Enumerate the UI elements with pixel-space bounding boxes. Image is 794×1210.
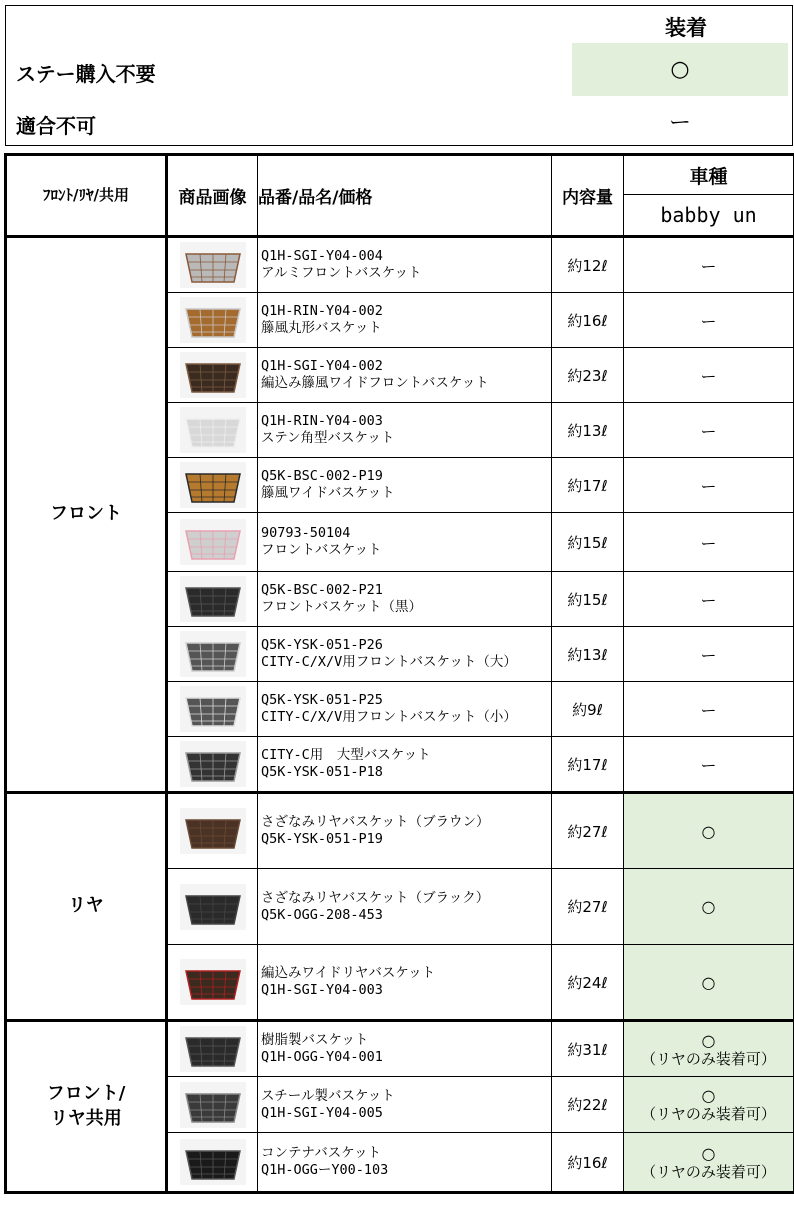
basket-image bbox=[178, 1080, 248, 1130]
fit-cell bbox=[624, 572, 794, 627]
product-line2: Q1H-SGI-Y04-005 bbox=[261, 1104, 383, 1121]
category-cell bbox=[6, 793, 167, 1021]
capacity-cell: 約17ℓ bbox=[552, 737, 624, 793]
product-name-cell bbox=[258, 1021, 552, 1077]
product-image-cell bbox=[167, 572, 258, 627]
product-line2: 籐風丸形バスケット bbox=[261, 320, 382, 336]
capacity-cell: 約13ℓ bbox=[552, 627, 624, 682]
product-name-cell bbox=[258, 1077, 552, 1133]
product-line2: CITY-C/X/V用フロントバスケット（小） bbox=[261, 709, 517, 725]
fit-symbol: ○ bbox=[701, 897, 716, 916]
basket-image bbox=[178, 405, 248, 455]
basket-image bbox=[178, 806, 248, 856]
product-image-cell bbox=[167, 793, 258, 869]
basket-image bbox=[178, 460, 248, 510]
basket-image bbox=[178, 882, 248, 932]
product-image-cell bbox=[167, 403, 258, 458]
basket-image bbox=[178, 240, 248, 290]
product-line2: Q5K-YSK-051-P19 bbox=[261, 831, 383, 847]
category-label: フロント bbox=[50, 503, 122, 525]
product-line1: さざなみリヤバスケット（ブラック） bbox=[261, 889, 490, 906]
product-name-cell bbox=[258, 945, 552, 1021]
capacity-cell: 約27ℓ bbox=[552, 793, 624, 869]
fit-symbol: ー bbox=[700, 366, 717, 386]
product-line2: フロントバスケット bbox=[261, 542, 382, 558]
product-image-cell bbox=[167, 1133, 258, 1193]
product-name-cell bbox=[258, 737, 552, 793]
legend-label-ng: 適合不可 bbox=[16, 114, 96, 138]
fit-cell bbox=[624, 1133, 794, 1193]
basket-image bbox=[178, 350, 248, 400]
capacity-cell: 約12ℓ bbox=[552, 237, 624, 293]
category-cell bbox=[6, 1021, 167, 1193]
product-name-cell bbox=[258, 627, 552, 682]
compatibility-table bbox=[4, 153, 794, 1194]
product-name-cell bbox=[258, 793, 552, 869]
header-vehicle-type: 車種 bbox=[624, 155, 794, 195]
fit-cell bbox=[624, 945, 794, 1021]
product-image-cell bbox=[167, 1021, 258, 1077]
fit-cell bbox=[624, 237, 794, 293]
table-body bbox=[6, 237, 794, 1193]
product-image-cell bbox=[167, 237, 258, 293]
product-name-cell bbox=[258, 869, 552, 945]
product-line2: アルミフロントバスケット bbox=[261, 265, 422, 281]
fit-note: （リヤのみ装着可） bbox=[641, 1105, 776, 1123]
product-line1: Q1H-SGI-Y04-002 bbox=[261, 358, 383, 374]
product-line1: 90793-50104 bbox=[261, 525, 351, 541]
product-line2: 編込み籐風ワイドフロントバスケット bbox=[261, 375, 489, 391]
capacity-cell: 約27ℓ bbox=[552, 869, 624, 945]
fit-cell bbox=[624, 1021, 794, 1077]
product-line1: Q1H-RIN-Y04-003 bbox=[261, 413, 383, 429]
legend-label-ok: ステー購入不要 bbox=[16, 62, 156, 86]
header-product: 品番/品名/価格 bbox=[258, 155, 552, 237]
product-line2: CITY-C/X/V用フロントバスケット（大） bbox=[261, 654, 517, 670]
fit-symbol: ー bbox=[700, 645, 717, 665]
capacity-cell: 約15ℓ bbox=[552, 513, 624, 572]
product-line2: Q5K-YSK-051-P18 bbox=[261, 764, 383, 780]
category-cell bbox=[6, 237, 167, 793]
product-image-cell bbox=[167, 458, 258, 513]
table-row bbox=[6, 237, 794, 293]
basket-image bbox=[178, 957, 248, 1007]
fit-symbol: ○ bbox=[701, 821, 716, 841]
product-name-cell bbox=[258, 293, 552, 348]
product-line2: Q5K-OGG-208-453 bbox=[261, 906, 383, 923]
fit-symbol: ー bbox=[700, 700, 717, 720]
fit-cell bbox=[624, 1077, 794, 1133]
legend-column-header: 装着 bbox=[665, 16, 707, 40]
fit-cell bbox=[624, 682, 794, 737]
basket-image bbox=[178, 684, 248, 734]
fit-symbol: ー bbox=[700, 533, 717, 553]
table-row bbox=[6, 1021, 794, 1077]
product-line2: 籐風ワイドバスケット bbox=[261, 485, 395, 501]
legend-symbol-ok: ○ bbox=[572, 43, 788, 96]
product-line1: Q5K-YSK-051-P26 bbox=[261, 637, 383, 653]
product-line1: 樹脂製バスケット bbox=[261, 1032, 369, 1048]
product-image-cell bbox=[167, 513, 258, 572]
product-line1: Q1H-SGI-Y04-004 bbox=[261, 248, 383, 264]
fit-symbol: ー bbox=[700, 256, 717, 276]
table-row bbox=[6, 793, 794, 869]
category-label-line2: リヤ共用 bbox=[50, 1107, 122, 1129]
product-name-cell bbox=[258, 403, 552, 458]
header-capacity: 内容量 bbox=[552, 155, 624, 237]
product-line1: 編込みワイドリヤバスケット bbox=[261, 965, 436, 981]
product-name-cell bbox=[258, 572, 552, 627]
capacity-cell: 約31ℓ bbox=[552, 1021, 624, 1077]
fit-cell bbox=[624, 513, 794, 572]
product-line1: Q5K-BSC-002-P19 bbox=[261, 468, 383, 484]
product-image-cell bbox=[167, 1077, 258, 1133]
product-line1: CITY-C用 大型バスケット bbox=[261, 747, 431, 763]
fit-note: （リヤのみ装着可） bbox=[641, 1162, 776, 1181]
fit-symbol: ー bbox=[700, 590, 717, 610]
product-line2: Q1H-SGI-Y04-003 bbox=[261, 982, 383, 998]
fit-cell bbox=[624, 458, 794, 513]
product-name-cell bbox=[258, 458, 552, 513]
basket-image bbox=[178, 574, 248, 624]
fit-cell bbox=[624, 293, 794, 348]
product-name-cell bbox=[258, 1133, 552, 1193]
category-label: リヤ bbox=[68, 895, 104, 917]
capacity-cell: 約17ℓ bbox=[552, 458, 624, 513]
product-image-cell bbox=[167, 869, 258, 945]
product-image-cell bbox=[167, 737, 258, 793]
product-line2: フロントバスケット（黒） bbox=[261, 599, 423, 615]
header-category: ﾌﾛﾝﾄ/ﾘﾔ/共用 bbox=[6, 155, 167, 237]
product-line1: Q5K-BSC-002-P21 bbox=[261, 582, 383, 598]
fit-symbol: ○ bbox=[701, 1143, 716, 1163]
fit-cell bbox=[624, 737, 794, 793]
product-name-cell bbox=[258, 237, 552, 293]
legend-symbol-ng: ー bbox=[668, 111, 691, 136]
header-vehicle-name: babby un bbox=[624, 195, 794, 237]
product-name-cell bbox=[258, 348, 552, 403]
product-image-cell bbox=[167, 348, 258, 403]
fit-cell bbox=[624, 348, 794, 403]
product-line2: ステン角型バスケット bbox=[261, 430, 395, 446]
fit-symbol: ー bbox=[700, 311, 717, 331]
product-line1: さざなみリヤバスケット（ブラウン） bbox=[261, 814, 490, 830]
capacity-cell: 約16ℓ bbox=[552, 293, 624, 348]
product-line1: コンテナバスケット bbox=[261, 1145, 382, 1161]
fit-symbol: ○ bbox=[701, 972, 716, 992]
capacity-cell: 約13ℓ bbox=[552, 403, 624, 458]
product-image-cell bbox=[167, 682, 258, 737]
basket-image bbox=[178, 517, 248, 567]
capacity-cell: 約16ℓ bbox=[552, 1133, 624, 1193]
fit-cell bbox=[624, 793, 794, 869]
fit-cell bbox=[624, 403, 794, 458]
capacity-cell: 約23ℓ bbox=[552, 348, 624, 403]
fit-symbol: ー bbox=[700, 476, 717, 496]
basket-image bbox=[178, 295, 248, 345]
capacity-cell: 約22ℓ bbox=[552, 1077, 624, 1133]
fit-symbol: ー bbox=[700, 421, 717, 441]
fit-symbol: ○ bbox=[701, 1086, 716, 1105]
legend-box bbox=[5, 5, 793, 146]
capacity-cell: 約9ℓ bbox=[552, 682, 624, 737]
header-image: 商品画像 bbox=[167, 155, 258, 237]
basket-image bbox=[178, 1137, 248, 1187]
fit-note: （リヤのみ装着可） bbox=[641, 1049, 776, 1068]
product-name-cell bbox=[258, 513, 552, 572]
fit-cell bbox=[624, 869, 794, 945]
product-line1: スチール製バスケット bbox=[261, 1087, 395, 1104]
category-label-line1: フロント/ bbox=[46, 1083, 126, 1105]
fit-symbol: ○ bbox=[701, 1030, 716, 1050]
fit-symbol: ー bbox=[700, 755, 717, 775]
capacity-cell: 約15ℓ bbox=[552, 572, 624, 627]
product-image-cell bbox=[167, 627, 258, 682]
product-line2: Q1H-OGG-Y04-001 bbox=[261, 1049, 383, 1065]
capacity-cell: 約24ℓ bbox=[552, 945, 624, 1021]
product-line1: Q5K-YSK-051-P25 bbox=[261, 692, 383, 708]
basket-image bbox=[178, 629, 248, 679]
product-line1: Q1H-RIN-Y04-002 bbox=[261, 303, 383, 319]
basket-image bbox=[178, 739, 248, 789]
fit-cell bbox=[624, 627, 794, 682]
basket-image bbox=[178, 1024, 248, 1074]
product-image-cell bbox=[167, 945, 258, 1021]
product-line2: Q1H-OGGーY00-103 bbox=[261, 1162, 389, 1178]
product-image-cell bbox=[167, 293, 258, 348]
product-name-cell bbox=[258, 682, 552, 737]
